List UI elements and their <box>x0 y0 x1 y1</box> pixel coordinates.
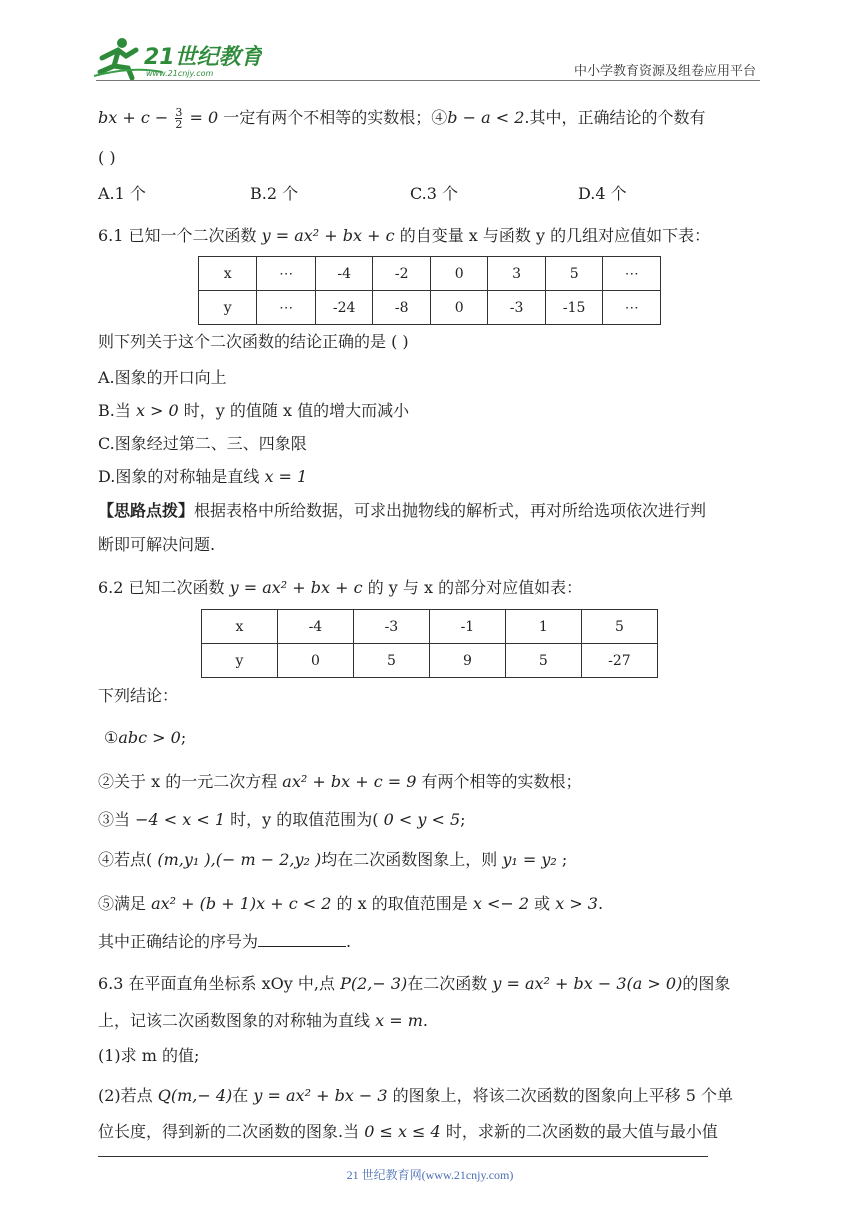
q61-option-c: C.图象经过第二、三、四象限 <box>98 434 307 453</box>
q61-table <box>198 256 661 325</box>
q61-question: 则下列关于这个二次函数的结论正确的是 ( ) <box>98 332 409 351</box>
q62-conclusion-4: ④若点( (m,y₁ ),(− m − 2,y₂ )均在二次函数图象上，则 y₁ = y₂ ; <box>98 850 568 869</box>
q5-option-b: B.2 个 <box>250 184 299 203</box>
q63-part1: (1)求 m 的值; <box>98 1046 200 1065</box>
q5-math: bx + c − <box>98 108 174 127</box>
q63-part2-cont: 位长度，得到新的二次函数的图象.当 0 ≤ x ≤ 4 时，求新的二次函数的最大值与最小值 <box>98 1122 718 1141</box>
q63-line2: 上，记该二次函数图象的对称轴为直线 x = m. <box>98 1011 428 1030</box>
q5-paren: ( ) <box>98 148 116 167</box>
q5-line1: bx + c − $\frac{3}{2}$ = 0 一定有两个不相等的实数根；④b − a < 2.其中，正确结论的个数有 <box>98 106 706 131</box>
q62-stem: 6.2 已知二次函数 y = ax² + bx + c 的 y 与 x 的部分对应值如表： <box>98 578 583 597</box>
q62-conclusion-5: ⑤满足 ax² + (b + 1)x + c < 2 的 x 的取值范围是 x <− 2 或 x > 3. <box>98 894 604 913</box>
footer-text: 21 世纪教育网(www.21cnjy.com) <box>346 1168 514 1182</box>
q5-option-c: C.3 个 <box>410 184 459 203</box>
q61-hint: 【思路点拨】根据表格中所给数据，可求出抛物线的解析式，再对所给选项依次进行判 <box>98 501 707 520</box>
q62-conclusion-3: ③当 −4 < x < 1 时，y 的取值范围为( 0 < y < 5; <box>98 810 466 829</box>
q5-option-d: D.4 个 <box>578 184 627 203</box>
table-row: x -4 -3 -1 1 5 <box>202 610 658 644</box>
q62-answer: 其中正确结论的序号为 . <box>98 932 352 951</box>
q61-stem: 6.1 已知一个二次函数 y = ax² + bx + c 的自变量 x 与函数 y 的几组对应值如下表： <box>98 226 711 245</box>
q63-part2: (2)若点 Q(m,− 4)在 y = ax² + bx − 3 的图象上，将该二次函数的图象向上平移 5 个单 <box>98 1086 734 1105</box>
q61-hint-cont: 断即可解决问题. <box>98 535 216 554</box>
table-row: x ⋯ -4 -2 0 3 5 ⋯ <box>199 257 661 291</box>
q61-option-b: B.当 x > 0 时，y 的值随 x 值的增大而减小 <box>98 401 410 420</box>
q61-option-d: D.图象的对称轴是直线 x = 1 <box>98 467 308 486</box>
q61-option-a: A.图象的开口向上 <box>98 368 227 387</box>
site-logo <box>92 36 262 80</box>
svg-text:21世纪教育: 21世纪教育 <box>144 45 262 70</box>
q62-conclusions-label: 下列结论： <box>98 686 179 705</box>
table-row: y ⋯ -24 -8 0 -3 -15 ⋯ <box>199 291 661 325</box>
q62-conclusion-1: ①abc > 0; <box>104 728 187 747</box>
answer-blank[interactable] <box>258 930 346 947</box>
table-row: y 0 5 9 5 -27 <box>202 644 658 678</box>
header-platform-text: 中小学教育资源及组卷应用平台 <box>573 64 756 79</box>
svg-text:www.21cnjy.com: www.21cnjy.com <box>146 69 214 78</box>
runner-logo-icon <box>92 36 262 80</box>
footer-divider <box>98 1156 708 1157</box>
q62-table <box>201 609 658 678</box>
q63-line1: 6.3 在平面直角坐标系 xOy 中,点 P(2,− 3)在二次函数 y = ax² + bx − 3(a > 0)的图象 <box>98 974 731 993</box>
q62-conclusion-2: ②关于 x 的一元二次方程 ax² + bx + c = 9 有两个相等的实数根； <box>98 772 582 791</box>
q5-option-a: A.1 个 <box>98 184 146 203</box>
header-divider <box>96 80 760 81</box>
fraction: $\frac{3}{2}$ <box>175 106 183 131</box>
